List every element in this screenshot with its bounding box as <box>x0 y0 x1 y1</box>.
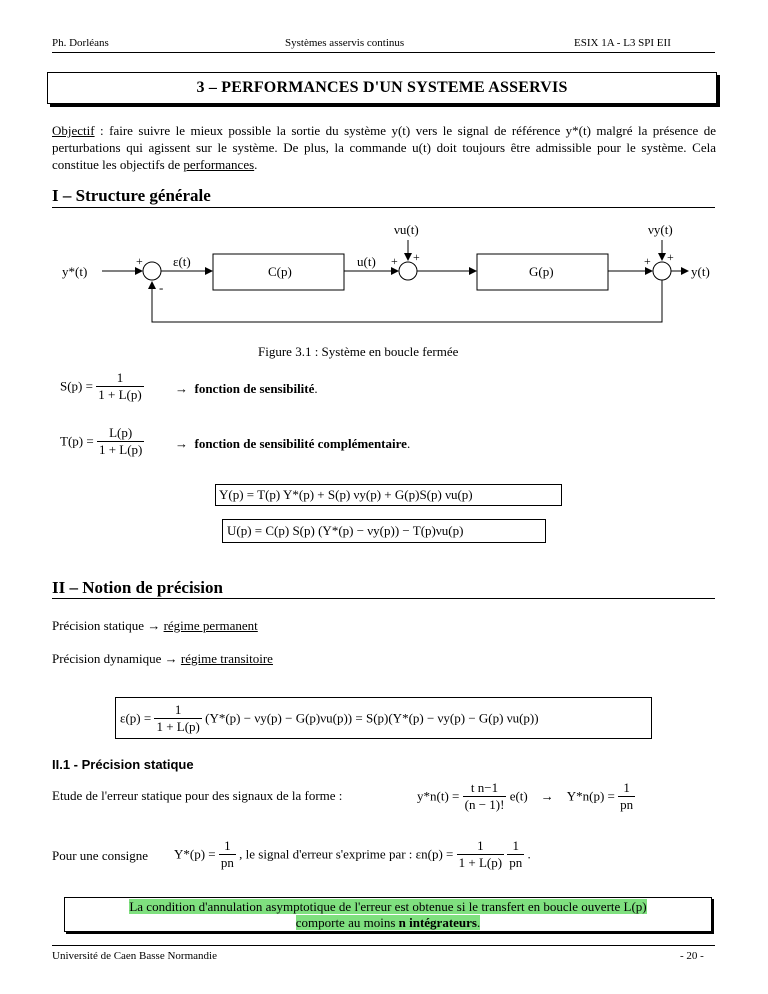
diagram-minus: - <box>159 280 164 295</box>
header-course: Systèmes asservis continus <box>285 37 405 49</box>
static-error-text: Etude de l'erreur statique pour des signaux de la forme : <box>52 788 343 803</box>
conclusion-line-2c: . <box>477 915 481 930</box>
sensitivity-num: 1 <box>96 370 143 387</box>
figure-caption: Figure 3.1 : Système en boucle fermée <box>258 344 459 359</box>
eq-error-lhs: ε(p) = <box>120 710 152 726</box>
conclusion-integrators: n intégrateurs <box>398 915 477 930</box>
consigne-line <box>52 834 712 878</box>
diagram-output-label: y(t) <box>691 264 710 279</box>
consigne-equation <box>174 838 531 871</box>
header-author: Ph. Dorléans <box>52 37 109 49</box>
eq-error-num: 1 <box>154 702 201 719</box>
eq-output-box <box>215 484 562 506</box>
sensitivity-desc: fonction de sensibilité <box>194 381 315 396</box>
consigne-den: pn <box>220 855 234 870</box>
static-signal-num: t n−1 <box>463 780 507 797</box>
consigne-end: . <box>527 846 531 862</box>
eq-output: Y(p) = T(p) Y*(p) + S(p) νy(p) + G(p)S(p) νu(p) <box>219 487 473 502</box>
diagram-sum-junction-1 <box>143 262 161 280</box>
diagram-sum-junction-3 <box>653 262 671 280</box>
sensitivity-end: . <box>314 381 318 396</box>
consigne-error-lhs: εn(p) = <box>415 846 454 862</box>
static-laplace-lhs: Y*n(p) = <box>566 788 615 804</box>
diagram-plant-label: G(p) <box>529 264 554 279</box>
sensitivity-equation <box>60 370 144 403</box>
sensitivity-description <box>175 381 318 397</box>
consigne-error-den: 1 + L(p) <box>458 855 503 870</box>
section-2-rule <box>52 598 715 599</box>
static-signal-den: (n − 1)! <box>464 797 505 812</box>
precision-static-link: régime permanent <box>163 618 258 633</box>
consigne-error-den-2: pn <box>509 855 523 870</box>
eq-command-box <box>222 519 546 543</box>
eq-error-rhs: (Y*(p) − νy(p) − G(p)νu(p)) = S(p)(Y*(p) − νy(p) − G(p) νu(p)) <box>205 710 539 726</box>
consigne-lhs: Y*(p) = <box>174 846 216 862</box>
section-2-title: II – Notion de précision <box>52 578 223 597</box>
eq-error-den: 1 + L(p) <box>156 719 200 734</box>
precision-dynamic-link: régime transitoire <box>180 651 273 666</box>
diagram-plus-3: + <box>413 250 420 264</box>
sensitivity-den: 1 + L(p) <box>98 387 142 402</box>
chapter-title: 3 – PERFORMANCES D'UN SYSTEME ASSERVIS <box>196 79 568 96</box>
diagram-plus-2: + <box>391 254 398 268</box>
conclusion-line-2a: comporte au moins <box>295 915 399 930</box>
objective-end: . <box>254 157 258 172</box>
consigne-error-num-2: 1 <box>507 838 524 855</box>
objective-label: Objectif <box>52 123 95 138</box>
static-signal-arrow: → <box>540 788 554 804</box>
consigne-error-num: 1 <box>457 838 504 855</box>
diagram-input-label: y*(t) <box>62 264 88 279</box>
conclusion-line-1: La condition d'annulation asymptotique de l'erreur est obtenue si le transfert en boucle ouverte L(p) <box>129 899 647 914</box>
diagram-disturbance-u: νu(t) <box>394 222 419 237</box>
static-signal-mid: e(t) <box>509 788 528 804</box>
static-error-line <box>52 770 712 814</box>
consigne-num: 1 <box>219 838 236 855</box>
subsection-title: II.1 - Précision statique <box>52 757 194 772</box>
comp-sensitivity-desc: fonction de sensibilité complémentaire <box>194 436 407 451</box>
block-diagram <box>0 210 768 330</box>
precision-static-text: Précision statique → <box>52 618 164 633</box>
section-1-rule <box>52 207 715 208</box>
diagram-command-label: u(t) <box>357 254 376 269</box>
comp-sensitivity-end: . <box>406 436 411 451</box>
precision-static-line <box>52 618 258 634</box>
diagram-controller-label: C(p) <box>268 264 292 279</box>
static-laplace-den: pn <box>620 797 634 812</box>
consigne-text-1: Pour une consigne <box>52 848 149 863</box>
diagram-plus-1: + <box>136 254 143 268</box>
comp-sensitivity-equation <box>60 425 144 458</box>
static-signal-equation <box>417 780 635 813</box>
consigne-text-2: , le signal d'erreur s'exprime par : <box>239 846 413 862</box>
comp-sensitivity-num: L(p) <box>97 425 144 442</box>
comp-sensitivity-description <box>175 436 410 452</box>
diagram-error-label: ε(t) <box>173 254 191 269</box>
static-laplace-num: 1 <box>618 780 635 797</box>
sensitivity-lhs: S(p) = <box>60 378 93 394</box>
objective-text: : faire suivre le mieux possible la sortie du système y(t) vers le signal de référence y*(t) malgré la présence de perturbations qui agissent sur le système. De plus, la commande u(t) doit toujours être admissible pour le système. Cela constitue les objectifs de <box>52 123 716 172</box>
precision-dynamic-line <box>52 651 273 667</box>
footer-university: Université de Caen Basse Normandie <box>52 950 217 962</box>
precision-dynamic-text: Précision dynamique → <box>52 651 181 666</box>
footer-rule <box>52 945 715 946</box>
objective-paragraph <box>52 122 716 173</box>
static-signal-lhs: y*n(t) = <box>417 788 460 804</box>
header-rule <box>52 52 715 53</box>
comp-sensitivity-den: 1 + L(p) <box>98 442 143 457</box>
eq-command: U(p) = C(p) S(p) (Y*(p) − νy(p)) − T(p)νu(p) <box>227 523 464 538</box>
section-1-title: I – Structure générale <box>52 186 211 205</box>
header-class: ESIX 1A - L3 SPI EII <box>574 37 671 49</box>
diagram-plus-5: + <box>667 250 674 264</box>
sensitivity-arrow: → <box>175 381 188 396</box>
comp-sensitivity-lhs: T(p) = <box>60 433 94 449</box>
conclusion-box <box>64 897 712 932</box>
diagram-sum-junction-2 <box>399 262 417 280</box>
footer-page-number: - 20 - <box>680 950 704 962</box>
comp-sensitivity-arrow: → <box>175 436 188 451</box>
diagram-disturbance-y: νy(t) <box>648 222 673 237</box>
chapter-title-box <box>47 72 717 104</box>
objective-performances: performances <box>183 157 255 172</box>
diagram-plus-4: + <box>644 254 651 268</box>
eq-error-box <box>115 697 652 739</box>
